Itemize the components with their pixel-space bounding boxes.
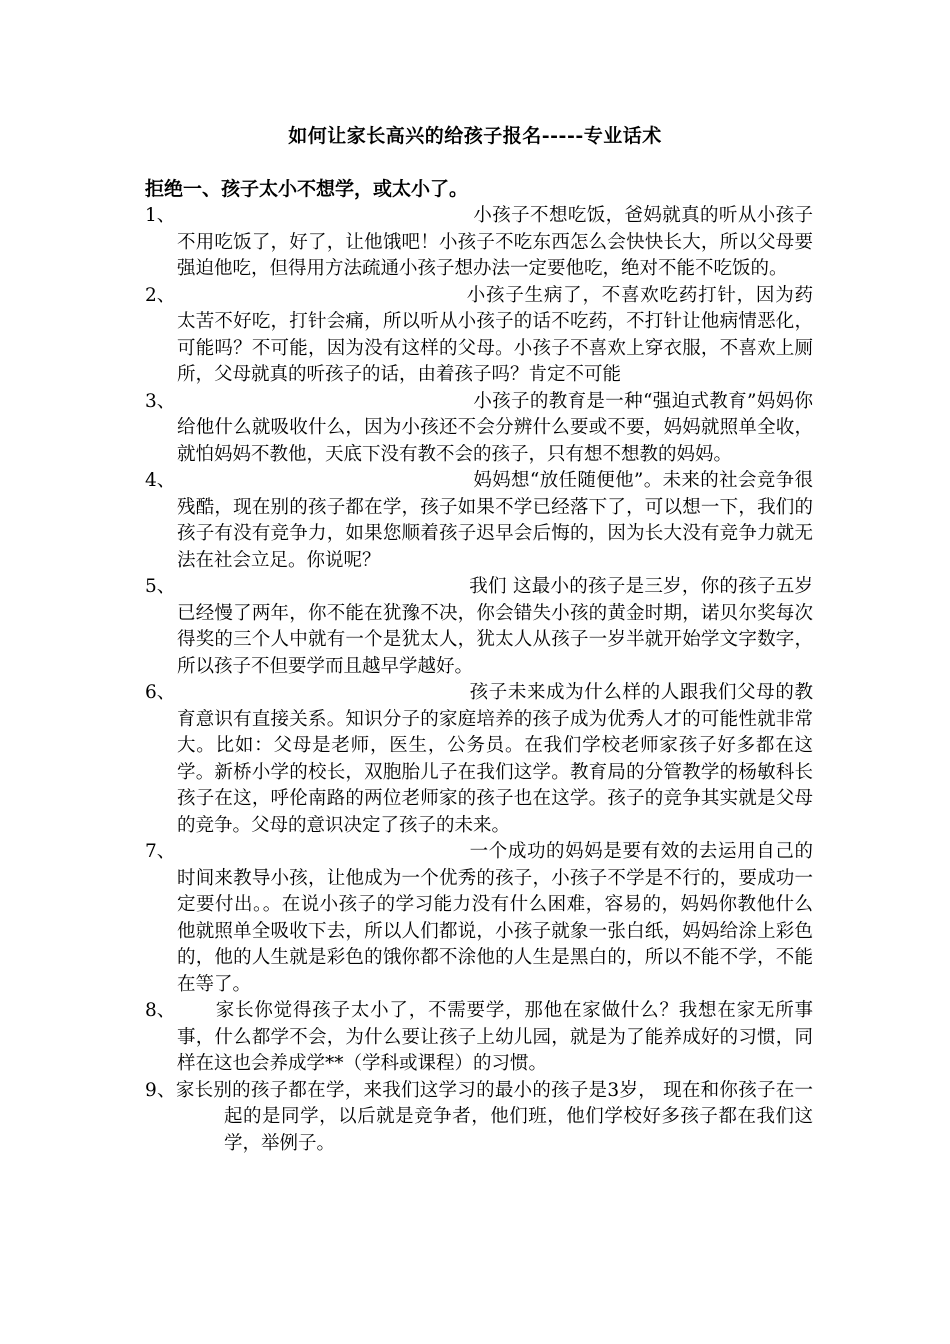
list-item-number: 7、 [145, 841, 176, 862]
list-item-text: 我们 这最小的孩子是三岁，你的孩子五岁已经慢了两年，你不能在犹豫不决，你会错失小孩的黄金时期，诺贝尔奖每次得奖的三个人中就有一个是犹太人，犹太人从孩子一岁半就开始学文字数字，所以孩子不但要学而且越早学越好。 [177, 576, 813, 677]
list-item [145, 1078, 813, 1158]
list-item [145, 998, 813, 1078]
list-item-number: 6、 [145, 682, 176, 703]
list-item-number: 9、 [145, 1079, 176, 1101]
list-item [145, 839, 813, 998]
list-item [145, 468, 813, 574]
list-item [145, 203, 813, 283]
list-item [145, 680, 813, 839]
numbered-list [145, 203, 813, 1157]
list-item-text: 小孩子的教育是一种“强迫式教育”妈妈你给他什么就吸收什么，因为小孩还不会分辨什么要或不要，妈妈就照单全收，就怕妈妈不教他，天底下没有教不会的孩子，只有想不想教的妈妈。 [177, 390, 813, 465]
list-item-text: 孩子未来成为什么样的人跟我们父母的教育意识有直接关系。知识分子的家庭培养的孩子成为优秀人才的可能性就非常大。比如：父母是老师，医生，公务员。在我们学校老师家孩子好多都在这学。新桥小学的校长，双胞胎儿子在我们这学。教育局的分管教学的杨敏科长孩子在这，呼伦南路的两位老师家的孩子也在这学。孩子的竞争其实就是父母的竞争。父母的意识决定了孩子的未来。 [177, 682, 813, 836]
list-item-text: 小孩子生病了，不喜欢吃药打针，因为药太苦不好吃，打针会痛，所以听从小孩子的话不吃药，不打针让他病情恶化，可能吗？不可能，因为没有这样的父母。小孩子不喜欢上穿衣服，不喜欢上厕所，父母就真的听孩子的话，由着孩子吗？肯定不可能 [177, 284, 813, 385]
list-item-text: 小孩子不想吃饭，爸妈就真的听从小孩子不用吃饭了，好了，让他饿吧！小孩子不吃东西怎么会快快长大，所以父母要强迫他吃，但得用方法疏通小孩子想办法一定要他吃，绝对不能不吃饭的。 [177, 205, 813, 279]
list-item-text: 家长你觉得孩子太小了，不需要学，那他在家做什么？我想在家无所事事，什么都学不会，为什么要让孩子上幼儿园，就是为了能养成好的习惯，同样在这也会养成学**（学科或课程）的习惯。 [177, 1000, 813, 1074]
list-item [145, 283, 813, 389]
list-item [145, 574, 813, 680]
list-item-number: 8、 [145, 1000, 176, 1021]
list-item-number: 1、 [145, 205, 176, 226]
list-item-number: 3、 [145, 390, 176, 412]
section-heading: 拒绝一、孩子太小不想学，或太小了。 [145, 178, 469, 200]
list-item-text: 家长别的孩子都在学，来我们这学习的最小的孩子是3岁， 现在和你孩子在一起的是同学，以后就是竞争者，他们班，他们学校好多孩子都在我们这学，举例子。 [175, 1079, 813, 1154]
list-item-number: 2、 [145, 284, 176, 306]
list-item-text: 一个成功的妈妈是要有效的去运用自己的时间来教导小孩，让他成为一个优秀的孩子，小孩子不学是不行的，要成功一定要付出。。在说小孩子的学习能力没有什么困难，容易的，妈妈你教他什么他就照单全吸收下去，所以人们都说，小孩子就象一张白纸，妈妈给涂上彩色的，他的人生就是彩色的饿你都不涂他的人生是黑白的，所以不能不学，不能在等了。 [177, 841, 813, 995]
list-item [145, 389, 813, 469]
list-item-number: 5、 [145, 576, 176, 597]
list-item-text: 妈妈想“放任随便他”。未来的社会竞争很残酷，现在别的孩子都在学，孩子如果不学已经落下了，可以想一下，我们的孩子有没有竞争力，如果您顺着孩子迟早会后悔的，因为长大没有竞争力就无法在社会立足。你说呢？ [177, 470, 813, 571]
document-title: 如何让家长高兴的给孩子报名-----专业话术 [288, 125, 662, 147]
list-item-number: 4、 [145, 470, 176, 491]
